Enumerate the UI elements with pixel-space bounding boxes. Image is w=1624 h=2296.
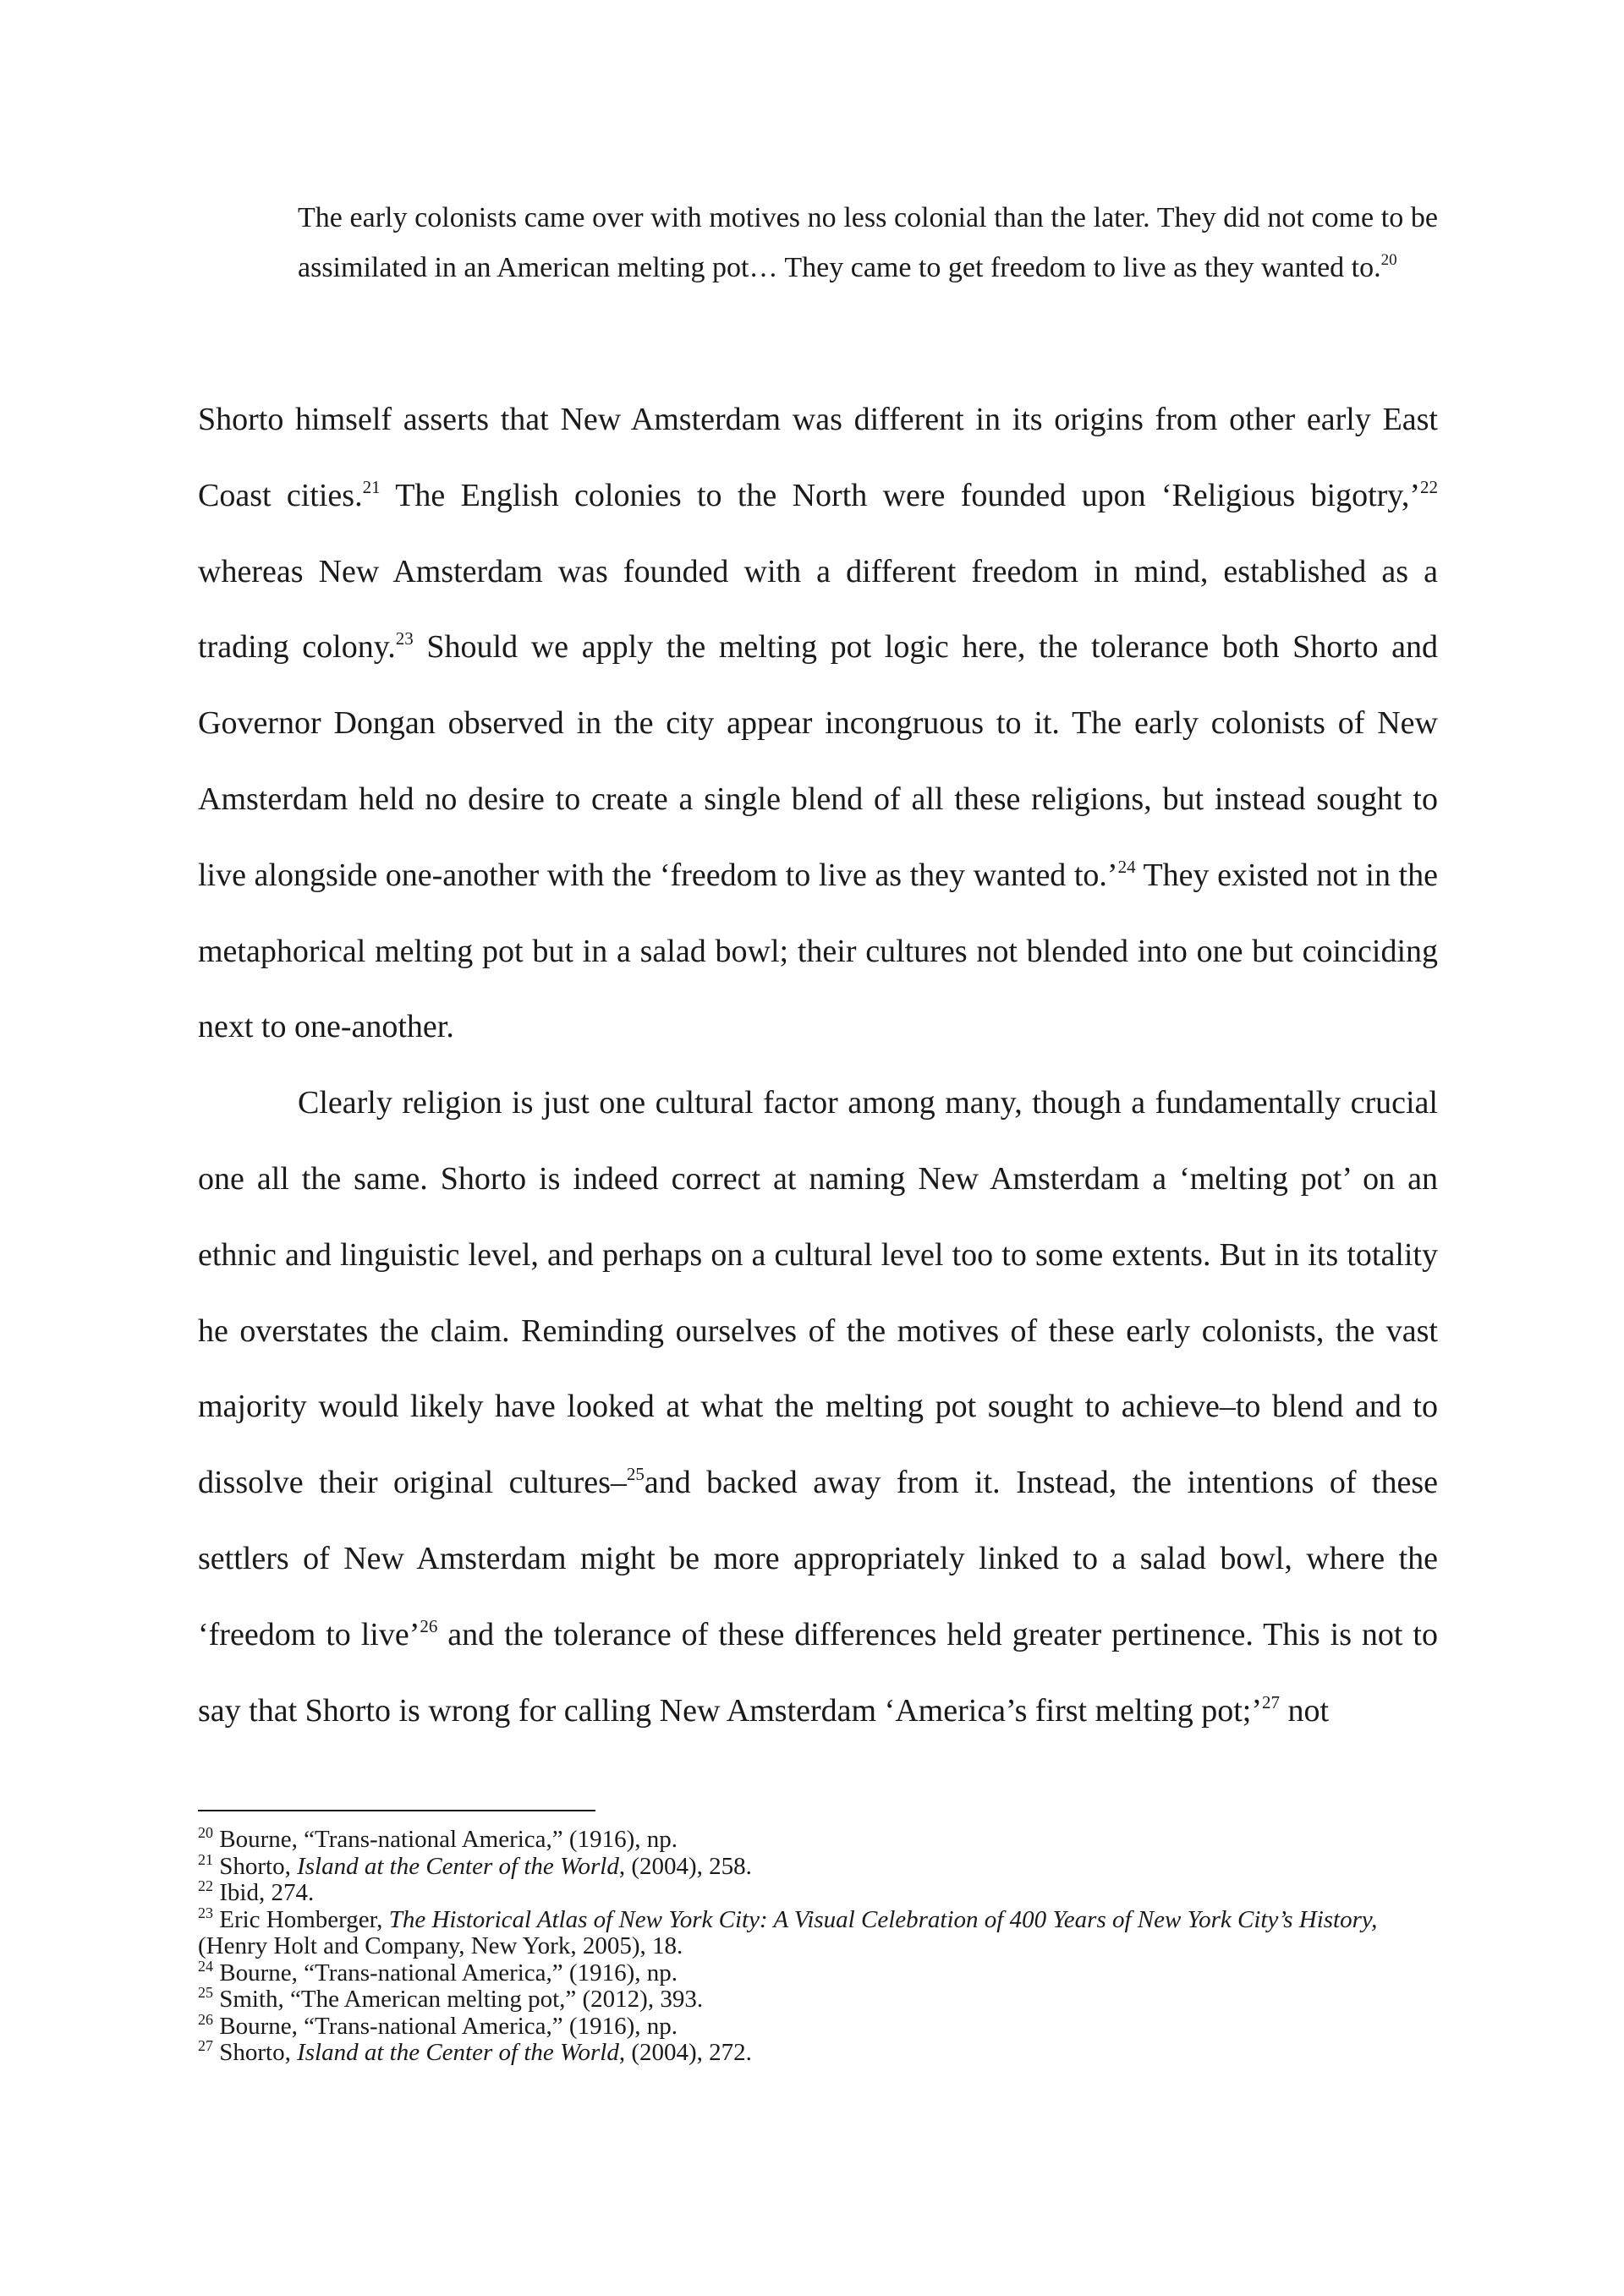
footnote <box>198 1850 1438 1881</box>
text-run: Shorto, <box>213 1852 298 1880</box>
text-run: Shorto, <box>213 2039 298 2066</box>
footnote <box>198 1877 1438 1907</box>
block-quote-text: The early colonists came over with motives no less colonial than the later. They did not come to be assimilated in an American melting pot… They came to get freedom to live as they wanted to. <box>298 202 1438 283</box>
footnote <box>198 1986 1438 2014</box>
text-run: Should we apply the melting pot logic here, the tolerance both Shorto and Governor Dongan observed in the city appear incongruous to it. The early colonists of New Amsterdam held no desire to create a single blend of all these religions, but instead sought to live alongside one-another with the ‘freedom to live as they wanted to.’ <box>198 629 1438 893</box>
footnote-number: 20 <box>198 1824 213 1841</box>
footnote-ref: 27 <box>1261 1691 1280 1712</box>
footnote-separator <box>198 1810 595 1811</box>
text-run: Bourne, “Trans-national America,” (1916), np. <box>213 2012 678 2040</box>
footnote-ref: 22 <box>1419 476 1438 497</box>
text-run: The English colonies to the North were founded upon ‘Religious bigotry,’ <box>380 477 1420 513</box>
footnote <box>198 1957 1438 1987</box>
footnote-ref: 25 <box>626 1464 645 1485</box>
text-run: Ibid, 274. <box>213 1879 315 1906</box>
text-run: Smith, “The American melting pot,” (2012), 393. <box>213 1986 704 2013</box>
text-run: Clearly religion is just one cultural factor among many, though a fundamentally crucial one all the same. Shorto is indeed correct at naming New Amsterdam a ‘melting pot’ on an ethnic and linguistic level, and perhaps on a cultural level too to some extents. But in its totality he overstates the claim. Reminding ourselves of the motives of these early colonists, the vast majority would likely have looked at what the melting pot sought to achieve–to blend and to dissolve their original cultures– <box>198 1085 1438 1501</box>
footnote <box>198 1904 1438 1960</box>
italic-title: The Historical Atlas of New York City: A Visual Celebration of 400 Years of New York City’s History, <box>388 1905 1378 1933</box>
paragraph <box>198 382 1438 1066</box>
italic-title: Island at the Center of the World <box>297 2039 619 2066</box>
footnote-number: 24 <box>198 1957 213 1975</box>
text-run: and backed away from it. Instead, the intentions of these settlers of New Amsterdam might be more appropriately linked to a salad bowl, where the ‘freedom to live’ <box>198 1465 1438 1652</box>
text-run: Bourne, “Trans-national America,” (1916), np. <box>213 1826 678 1853</box>
footnote <box>198 1824 1438 1854</box>
paragraph <box>198 1066 1438 1749</box>
text-run: , (2004), 272. <box>618 2039 752 2066</box>
footnote-ref: 23 <box>395 628 414 649</box>
footnote <box>198 2010 1438 2041</box>
footnote-ref: 26 <box>420 1615 438 1636</box>
footnote-ref: 24 <box>1117 856 1136 877</box>
text-run: Bourne, “Trans-national America,” (1916), np. <box>213 1959 678 1986</box>
text-run: and the tolerance of these differences held greater pertinence. This is not to say that Shorto is wrong for calling New Amsterdam ‘America’s first melting pot;’ <box>198 1616 1438 1729</box>
footnote-number: 22 <box>198 1877 213 1894</box>
text-run: not <box>1279 1692 1330 1729</box>
text-run: Eric Homberger, <box>213 1905 389 1933</box>
footnote-number: 23 <box>198 1904 213 1921</box>
text-run: (Henry Holt and Company, New York, 2005), 18. <box>198 1932 683 1959</box>
text-run: , (2004), 258. <box>618 1852 752 1880</box>
block-quote <box>298 193 1438 293</box>
footnote-ref: 20 <box>1380 251 1397 269</box>
footnote-number: 21 <box>198 1850 213 1868</box>
footnote-number: 25 <box>198 1984 213 2001</box>
footnotes <box>198 1824 1438 2067</box>
footnote <box>198 2037 1438 2067</box>
footnote-number: 27 <box>198 2037 213 2054</box>
text-run: They existed not in the metaphorical melting pot but in a salad bowl; their cultures not blended into one but coinciding next to one-another. <box>198 857 1438 1045</box>
body-text <box>198 382 1438 1749</box>
footnote-number: 26 <box>198 2010 213 2028</box>
italic-title: Island at the Center of the World <box>297 1852 619 1880</box>
text-run: Shorto himself asserts that New Amsterdam was different in its origins from other early East Coast cities. <box>198 402 1438 513</box>
text-run: whereas New Amsterdam was founded with a different freedom in mind, established as a trading colony. <box>198 553 1438 666</box>
footnote-ref: 21 <box>362 476 381 497</box>
